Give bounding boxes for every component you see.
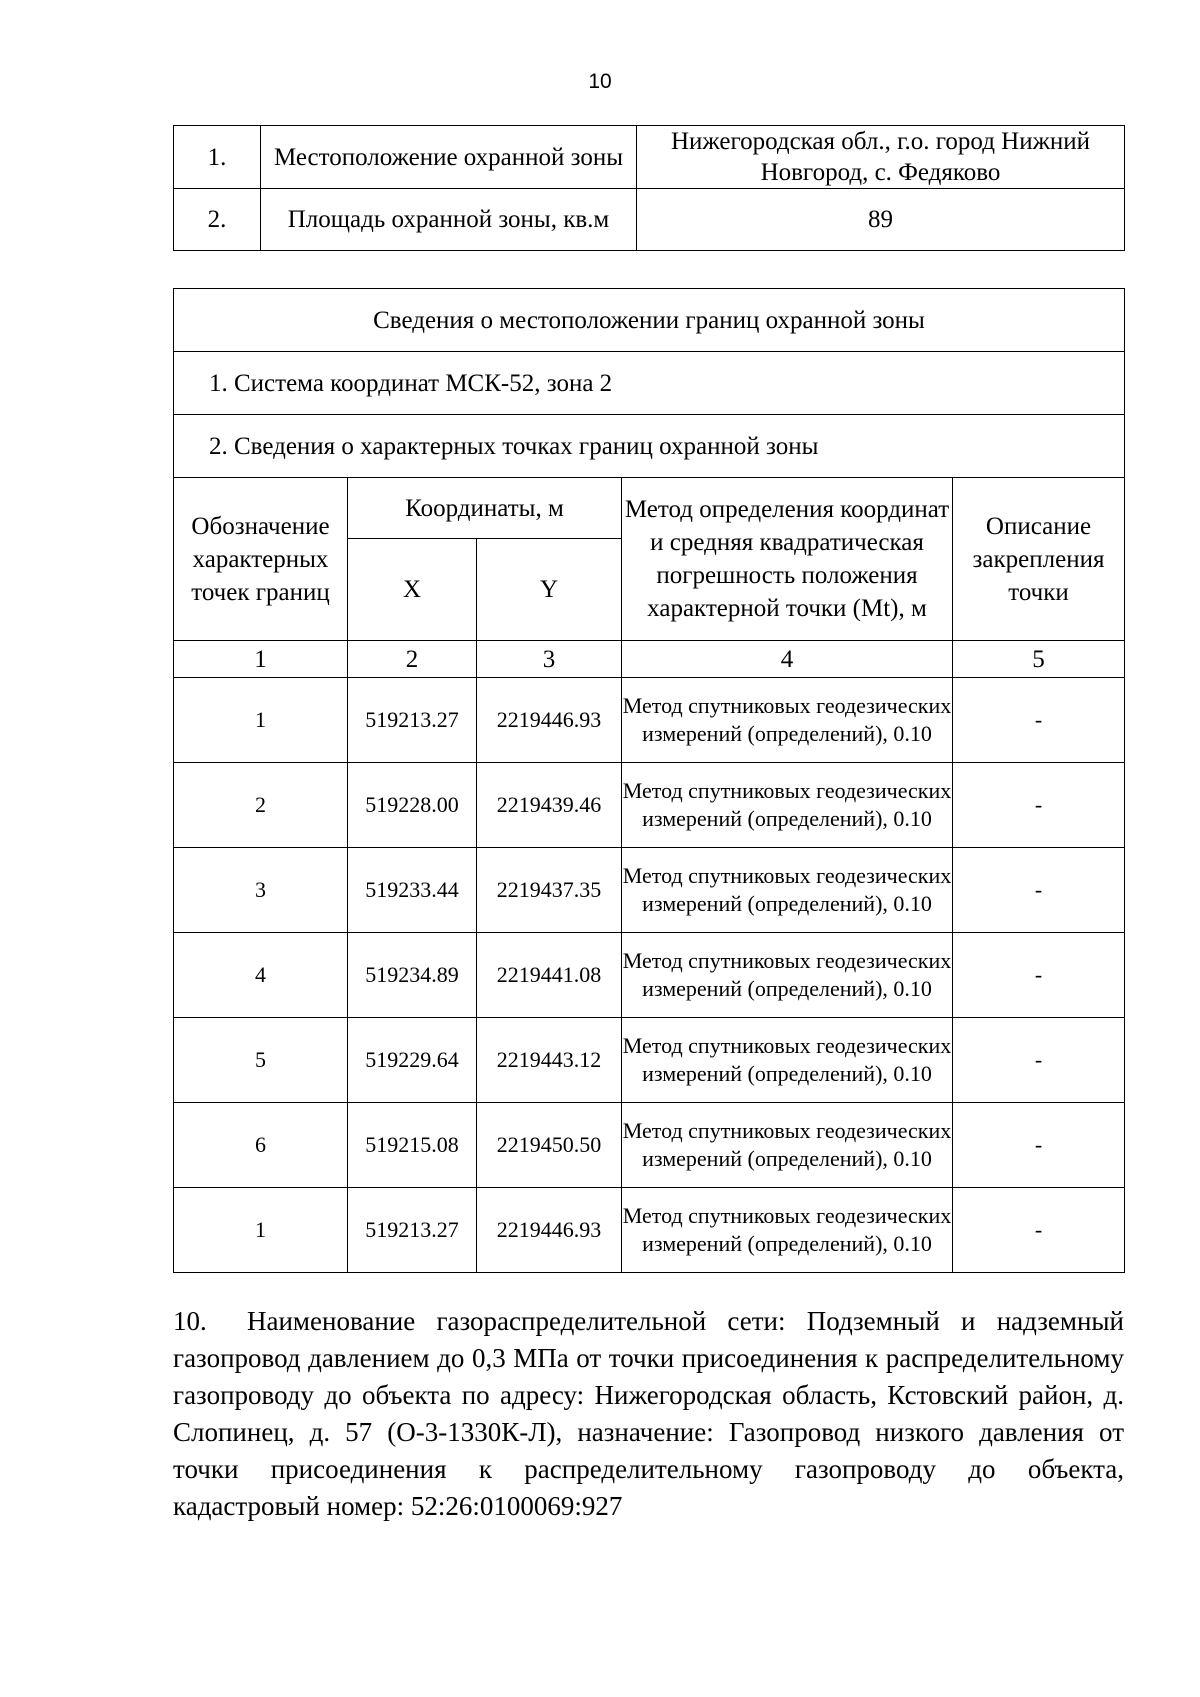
table-row	[174, 1103, 1125, 1188]
coordinate-system: 1. Система координат МСК-52, зона 2	[174, 352, 1125, 415]
description-cell: -	[953, 1018, 1125, 1103]
point-id: 5	[174, 1018, 348, 1103]
column-number: 4	[622, 641, 953, 678]
column-number: 1	[174, 641, 348, 678]
method-cell: Метод спутниковых геодезических измерений (определений), 0.10	[622, 1103, 953, 1188]
coord-x: 519229.64	[348, 1018, 477, 1103]
point-id: 4	[174, 933, 348, 1018]
description-cell: -	[953, 678, 1125, 763]
point-id: 1	[174, 678, 348, 763]
point-id: 1	[174, 1188, 348, 1273]
table-row	[174, 848, 1125, 933]
point-id: 6	[174, 1103, 348, 1188]
column-number: 5	[953, 641, 1125, 678]
table-row	[174, 933, 1125, 1018]
header-method: Метод определения координат и средняя квадратическая погрешность положения характерной точки (Mt), м	[622, 478, 953, 641]
coord-x: 519215.08	[348, 1103, 477, 1188]
table-row	[174, 189, 1125, 251]
coord-x: 519213.27	[348, 678, 477, 763]
point-id: 3	[174, 848, 348, 933]
row-number: 2.	[174, 189, 261, 251]
paragraph-text: Наименование газораспределительной сети: Подземный и надземный газопровод давлением до 0,3 МПа от точки присоединения к распределительному газопроводу до объекта по адресу: Нижегородская область, Кстовский район, д. Слопинец, д. 57 (О-3-1330К-Л), назначение: Газопровод низкого давления от точки присоединения к распределительному газопроводу до объекта, кадастровый номер: 52:26:0100069:927	[173, 1306, 1124, 1521]
page-number: 10	[588, 70, 612, 93]
method-cell: Метод спутниковых геодезических измерений (определений), 0.10	[622, 1018, 953, 1103]
table-row	[174, 1188, 1125, 1273]
table-row	[174, 763, 1125, 848]
table-row	[174, 1018, 1125, 1103]
header-x: X	[348, 539, 477, 641]
coord-x: 519228.00	[348, 763, 477, 848]
method-cell: Метод спутниковых геодезических измерений (определений), 0.10	[622, 1188, 953, 1273]
coord-y: 2219439.46	[477, 763, 622, 848]
coord-x: 519233.44	[348, 848, 477, 933]
table-title: Сведения о местоположении границ охранной зоны	[174, 289, 1125, 352]
coord-y: 2219446.93	[477, 1188, 622, 1273]
row-label: Местоположение охранной зоны	[261, 126, 637, 189]
method-cell: Метод спутниковых геодезических измерений (определений), 0.10	[622, 763, 953, 848]
description-cell: -	[953, 763, 1125, 848]
coord-y: 2219446.93	[477, 678, 622, 763]
zone-info-table	[173, 125, 1125, 251]
boundary-points-table	[173, 288, 1125, 1273]
coord-x: 519234.89	[348, 933, 477, 1018]
paragraph-number: 10.	[173, 1306, 207, 1336]
description-cell: -	[953, 1103, 1125, 1188]
method-cell: Метод спутниковых геодезических измерений (определений), 0.10	[622, 678, 953, 763]
header-description: Описание закрепления точки	[953, 478, 1125, 641]
coord-y: 2219443.12	[477, 1018, 622, 1103]
row-label: Площадь охранной зоны, кв.м	[261, 189, 637, 251]
description-cell: -	[953, 1188, 1125, 1273]
row-value: 89	[637, 189, 1125, 251]
column-number: 3	[477, 641, 622, 678]
coord-y: 2219450.50	[477, 1103, 622, 1188]
point-id: 2	[174, 763, 348, 848]
table-row	[174, 678, 1125, 763]
column-number: 2	[348, 641, 477, 678]
description-cell: -	[953, 848, 1125, 933]
points-heading: 2. Сведения о характерных точках границ охранной зоны	[174, 415, 1125, 478]
header-designation: Обозначение характерных точек границ	[174, 478, 348, 641]
header-coordinates: Координаты, м	[348, 478, 622, 539]
coord-x: 519213.27	[348, 1188, 477, 1273]
method-cell: Метод спутниковых геодезических измерений (определений), 0.10	[622, 933, 953, 1018]
description-cell: -	[953, 933, 1125, 1018]
method-cell: Метод спутниковых геодезических измерений (определений), 0.10	[622, 848, 953, 933]
coord-y: 2219441.08	[477, 933, 622, 1018]
row-number: 1.	[174, 126, 261, 189]
table-row	[174, 126, 1125, 189]
section-paragraph	[173, 1303, 1124, 1525]
row-value: Нижегородская обл., г.о. город Нижний Новгород, с. Федяково	[637, 126, 1125, 189]
coord-y: 2219437.35	[477, 848, 622, 933]
header-y: Y	[477, 539, 622, 641]
